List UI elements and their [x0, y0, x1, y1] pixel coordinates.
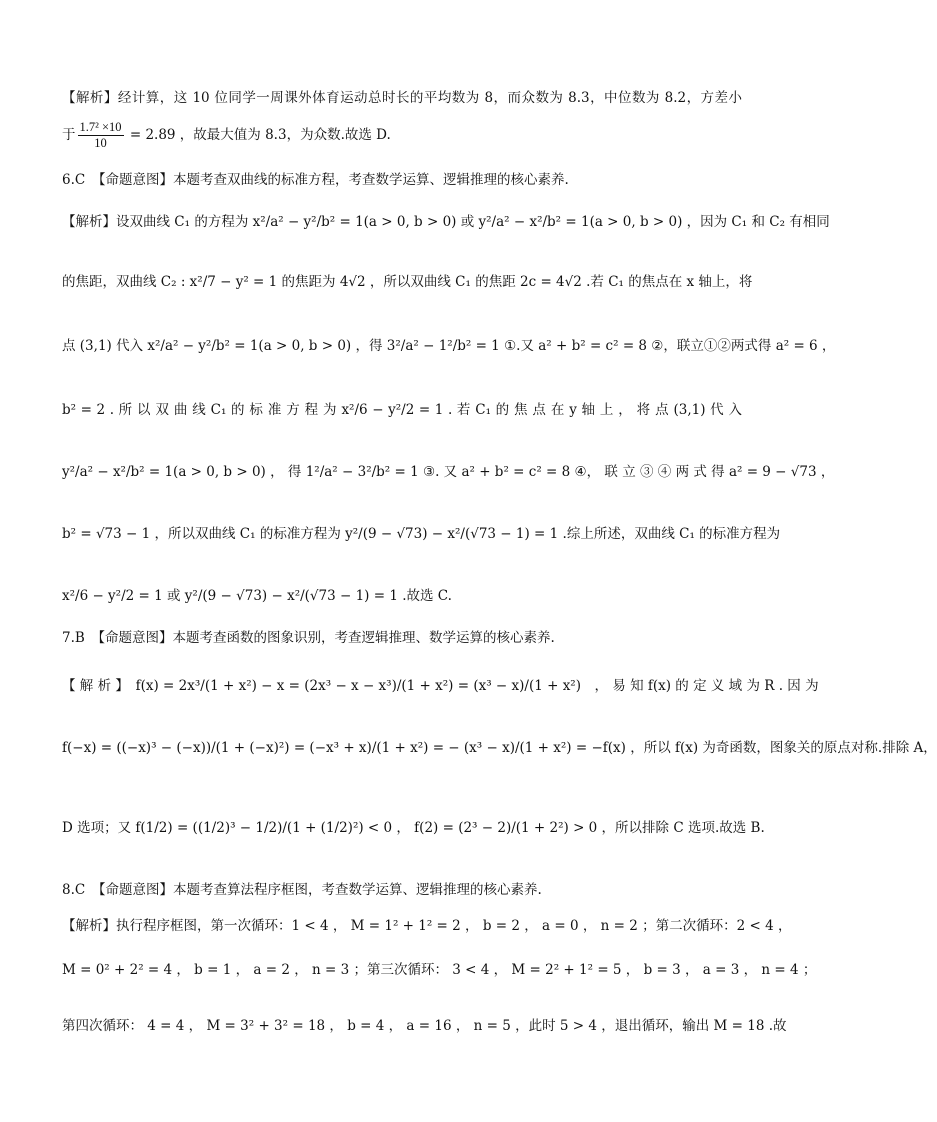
- text-l2-prefix: 于: [62, 127, 76, 143]
- text-line-l18: 第四次循环： 4 = 4 ， M = 3² + 3² = 18 ， b = 4 ， a = 16 ， n = 5 ，此时 5 > 4 ，退出循环，输出 M = 18 .故: [62, 1018, 787, 1034]
- text-line-l17: M = 0² + 2² = 4 ， b = 1 ， a = 2 ， n = 3 ；第三次循环： 3 < 4 ， M = 2² + 1² = 5 ， b = 3 ， a = 3 ， n = 4 ；: [62, 962, 817, 978]
- text-line-l8: y²/a² − x²/b² = 1(a > 0, b > 0) ， 得 1²/a² − 3²/b² = 1 ③. 又 a² + b² = c² = 8 ④， 联 立 ③ ④ 两 式 得 a² = 9 − √73 ，: [62, 464, 835, 480]
- text-l2-suffix: = 2.89 ，故最大值为 8.3，为众数.故选 D.: [125, 127, 391, 143]
- text-line-l7: b² = 2 . 所 以 双 曲 线 C₁ 的 标 准 方 程 为 x²/6 − y²/2 = 1 . 若 C₁ 的 焦 点 在 y 轴 上 ， 将 点 (3,1) 代 入: [62, 402, 742, 418]
- text-line-l11: 7.B 【命题意图】本题考查函数的图象识别，考查逻辑推理、数学运算的核心素养.: [62, 630, 555, 646]
- text-line-l6: 点 (3,1) 代入 x²/a² − y²/b² = 1(a > 0, b > 0) ，得 3²/a² − 1²/b² = 1 ①.又 a² + b² = c² = 8 ②，联立①②两式得 a² = 6 ，: [62, 338, 836, 354]
- text-line-l2: [62, 118, 742, 152]
- text-line-l4: 【解析】设双曲线 C₁ 的方程为 x²/a² − y²/b² = 1(a > 0, b > 0) 或 y²/a² − x²/b² = 1(a > 0, b > 0) ，因为 C₁ 和 C₂ 有相同: [62, 214, 830, 230]
- text-line-l15: 8.C 【命题意图】本题考查算法程序框图，考查数学运算、逻辑推理的核心素养.: [62, 882, 542, 898]
- text-line-l9: b² = √73 − 1 ，所以双曲线 C₁ 的标准方程为 y²/(9 − √73) − x²/(√73 − 1) = 1 .综上所述，双曲线 C₁ 的标准方程为: [62, 526, 781, 542]
- text-line-l3: 6.C 【命题意图】本题考查双曲线的标准方程，考查数学运算、逻辑推理的核心素养.: [62, 172, 569, 188]
- text-line-l12: 【 解 析 】 f(x) = 2x³/(1 + x²) − x = (2x³ − x − x³)/(1 + x²) = (x³ − x)/(1 + x²) ， 易 知 f(x) 的 定 义 域 为 R . 因 为: [62, 678, 819, 694]
- text-line-l14: D 选项；又 f(1/2) = ((1/2)³ − 1/2)/(1 + (1/2)²) < 0 ， f(2) = (2³ − 2)/(1 + 2²) > 0 ，所以排除 C 选项.故选 B.: [62, 820, 765, 836]
- text-line-l16: 【解析】执行程序框图，第一次循环：1 < 4 ， M = 1² + 1² = 2 ， b = 2 ， a = 0 ， n = 2 ；第二次循环：2 < 4 ，: [62, 918, 792, 934]
- fraction-numerator: 1.7² ×10: [79, 120, 122, 134]
- text-line-l13: f(−x) = ((−x)³ − (−x))/(1 + (−x)²) = (−x³ + x)/(1 + x²) = − (x³ − x)/(1 + x²) = −f(x) ，所以 f(x) 为奇函数，图象关的原点对称.排除 A，: [62, 740, 937, 756]
- text-line-l5: 的焦距，双曲线 C₂ : x²/7 − y² = 1 的焦距为 4√2 ，所以双曲线 C₁ 的焦距 2c = 4√2 .若 C₁ 的焦点在 x 轴上，将: [62, 274, 753, 290]
- text-line-l1: 【解析】经计算，这 10 位同学一周课外体育运动总时长的平均数为 8，而众数为 8.3，中位数为 8.2，方差小: [62, 90, 742, 106]
- text-line-l10: x²/6 − y²/2 = 1 或 y²/(9 − √73) − x²/(√73 − 1) = 1 .故选 C.: [62, 588, 452, 604]
- fraction-denominator: 10: [94, 136, 107, 150]
- variance-fraction: [78, 120, 124, 151]
